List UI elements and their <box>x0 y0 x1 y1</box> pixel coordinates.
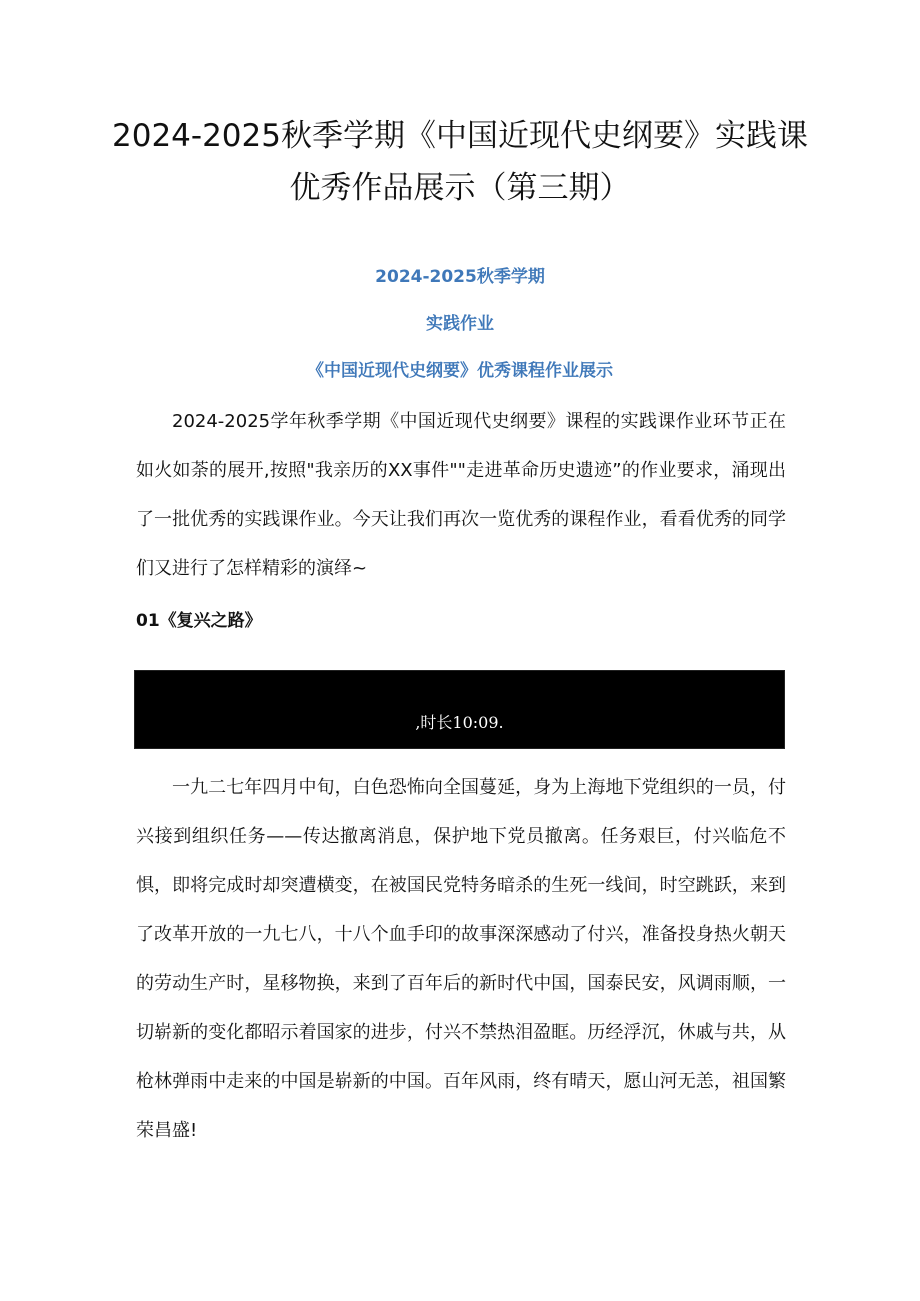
subhead-practice-assignment: 实践作业 <box>426 314 494 334</box>
section-heading: 01《复兴之路》 <box>136 611 262 631</box>
document-title-line-2: 优秀作品展示（第三期） <box>289 170 631 206</box>
story-paragraph-text: 一九二七年四月中旬，白色恐怖向全国蔓延，身为上海地下党组织的一员，付兴接到组织任务——传达撤离消息，保护地下党员撤离。任务艰巨，付兴临危不惧，即将完成时却突遭横变，在被国民党特务暗杀的生死一线间，时空跳跃，来到了改革开放的一九七八，十八个血手印的故事深深感动了付兴，准备投身热火朝天的劳动生产时，星移物换，来到了百年后的新时代中国，国泰民安，风调雨顺，一切崭新的变化都昭示着国家的进步，付兴不禁热泪盈眶。历经浮沉，休戚与共，从枪林弹雨中走来的中国是崭新的中国。百年风雨，终有晴天，愿山河无恙，祖国繁荣昌盛! <box>136 777 786 1141</box>
subhead-semester: 2024-2025秋季学期 <box>375 267 545 287</box>
intro-paragraph <box>136 397 786 593</box>
story-paragraph <box>136 763 786 1155</box>
intro-paragraph-text: 2024-2025学年秋季学期《中国近现代史纲要》课程的实践课作业环节正在如火如荼的展开,按照"我亲历的XX事件""走进革命历史遗迹”的作业要求，涌现出了一批优秀的实践课作业。今天让我们再次一览优秀的课程作业，看看优秀的同学们又进行了怎样精彩的演绎~ <box>136 411 786 579</box>
document-title-line-1: 2024-2025秋季学期《中国近现代史纲要》实践课 <box>112 118 808 154</box>
video-player[interactable] <box>134 670 785 749</box>
subhead-showcase: 《中国近现代史纲要》优秀课程作业展示 <box>307 361 613 381</box>
video-duration-label: ,时长10:09. <box>415 713 504 732</box>
